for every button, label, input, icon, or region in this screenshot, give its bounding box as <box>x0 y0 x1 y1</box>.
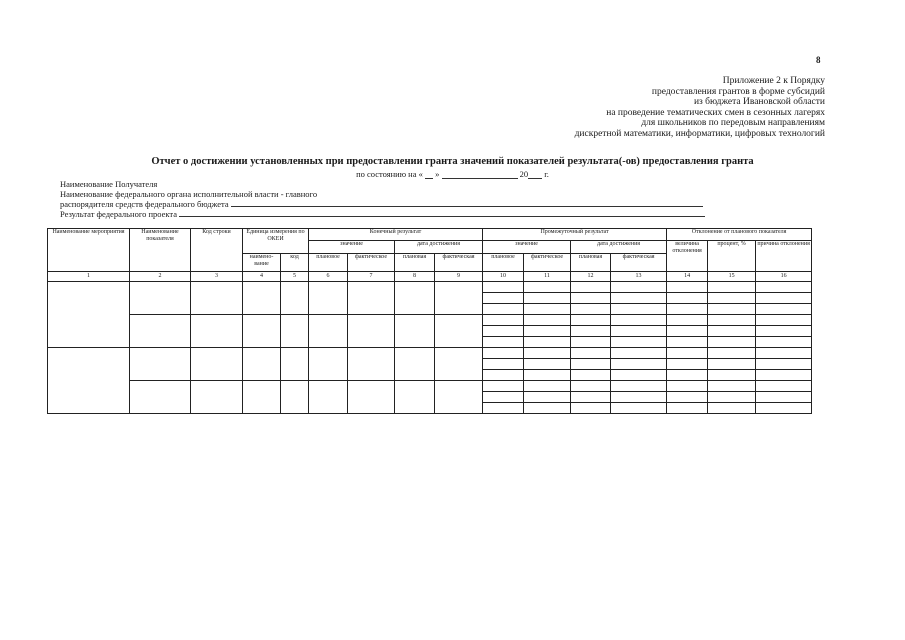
interim-cell <box>571 304 611 315</box>
table-row <box>48 315 812 326</box>
unit-code-cell <box>281 381 309 414</box>
header-interim-actual-date: фактическая <box>611 254 667 272</box>
report-title: Отчет о достижении установленных при предоставлении гранта значений показателей результата(-ов) предоставления гранта <box>151 156 754 167</box>
interim-cell <box>571 381 611 392</box>
deviation-cell <box>756 293 812 304</box>
appendix-line: Приложение 2 к Порядку <box>722 76 825 86</box>
interim-cell <box>483 348 524 359</box>
deviation-cell <box>756 337 812 348</box>
indicator-cell <box>130 348 191 381</box>
column-number: 5 <box>281 272 309 282</box>
interim-cell <box>611 293 667 304</box>
deviation-cell <box>756 326 812 337</box>
month-blank <box>442 170 518 179</box>
interim-cell <box>524 293 571 304</box>
authority-field-line2 <box>60 199 703 209</box>
interim-cell <box>483 282 524 293</box>
deviation-cell <box>667 326 708 337</box>
unit-name-cell <box>243 381 281 414</box>
column-number: 4 <box>243 272 281 282</box>
deviation-cell <box>708 293 756 304</box>
date-mid: » <box>435 169 440 179</box>
recipient-label: Наименование Получателя <box>60 179 158 189</box>
deviation-cell <box>667 337 708 348</box>
column-number: 1 <box>48 272 130 282</box>
table-row <box>48 381 812 392</box>
deviation-cell <box>708 359 756 370</box>
interim-cell <box>611 381 667 392</box>
deviation-cell <box>667 282 708 293</box>
deviation-cell <box>667 315 708 326</box>
deviation-cell <box>756 348 812 359</box>
interim-cell <box>611 315 667 326</box>
column-number: 13 <box>611 272 667 282</box>
deviation-cell <box>667 359 708 370</box>
appendix-line: для школьников по передовым направлениям <box>641 118 825 129</box>
interim-cell <box>611 359 667 370</box>
column-number: 6 <box>309 272 348 282</box>
column-number: 16 <box>756 272 812 282</box>
column-number: 3 <box>191 272 243 282</box>
interim-cell <box>483 293 524 304</box>
header-row-1 <box>48 229 812 241</box>
final-planned-value-cell <box>309 315 348 348</box>
deviation-cell <box>756 403 812 414</box>
year-blank <box>528 170 542 179</box>
deviation-cell <box>667 293 708 304</box>
header-unit: Единица измерения по ОКЕИ <box>243 229 309 254</box>
interim-cell <box>611 370 667 381</box>
project-fill-line <box>179 209 705 217</box>
interim-cell <box>524 282 571 293</box>
column-number: 15 <box>708 272 756 282</box>
deviation-cell <box>708 370 756 381</box>
interim-cell <box>524 392 571 403</box>
code-cell <box>191 348 243 381</box>
table-row <box>48 348 812 359</box>
column-number-row <box>48 272 812 282</box>
interim-cell <box>483 315 524 326</box>
deviation-cell <box>708 304 756 315</box>
interim-cell <box>611 282 667 293</box>
interim-cell <box>524 337 571 348</box>
unit-name-cell <box>243 348 281 381</box>
interim-cell <box>611 348 667 359</box>
column-number: 2 <box>130 272 191 282</box>
project-label: Результат федерального проекта <box>60 209 178 219</box>
deviation-cell <box>756 359 812 370</box>
report-table <box>47 228 812 414</box>
deviation-cell <box>708 348 756 359</box>
deviation-cell <box>667 348 708 359</box>
column-number: 7 <box>348 272 395 282</box>
interim-cell <box>611 392 667 403</box>
interim-cell <box>571 359 611 370</box>
interim-cell <box>611 403 667 414</box>
unit-code-cell <box>281 315 309 348</box>
appendix-line: из бюджета Ивановской области <box>693 97 825 108</box>
interim-cell <box>571 403 611 414</box>
indicator-cell <box>130 282 191 315</box>
page-number: 8 <box>816 55 821 65</box>
final-planned-value-cell <box>309 381 348 414</box>
deviation-cell <box>667 381 708 392</box>
unit-name-cell <box>243 315 281 348</box>
appendix-line: на проведение тематических смен в сезонных лагерях <box>606 107 825 118</box>
interim-cell <box>524 326 571 337</box>
header-interim-actual-value: фактическое <box>524 254 571 272</box>
deviation-cell <box>667 370 708 381</box>
interim-cell <box>571 348 611 359</box>
authority-field <box>60 189 317 199</box>
code-cell <box>191 282 243 315</box>
interim-cell <box>571 282 611 293</box>
interim-cell <box>524 359 571 370</box>
header-final-result: Конечный результат <box>309 229 483 241</box>
interim-cell <box>611 337 667 348</box>
header-final-planned-date: плановая <box>395 254 435 272</box>
deviation-cell <box>667 392 708 403</box>
interim-cell <box>524 381 571 392</box>
header-interim-planned-date: плановая <box>571 254 611 272</box>
header-deviation-amount: величина отклонения <box>667 241 708 272</box>
column-number: 10 <box>483 272 524 282</box>
interim-cell <box>483 370 524 381</box>
header-interim-value: значение <box>483 241 571 254</box>
project-field <box>60 209 705 219</box>
final-planned-value-cell <box>309 348 348 381</box>
interim-cell <box>524 304 571 315</box>
interim-cell <box>571 392 611 403</box>
deviation-cell <box>708 381 756 392</box>
recipient-field <box>60 179 157 189</box>
final-planned-date-cell <box>395 315 435 348</box>
header-deviation: Отклонение от планового показателя <box>667 229 812 241</box>
deviation-cell <box>756 392 812 403</box>
deviation-cell <box>708 282 756 293</box>
code-cell <box>191 315 243 348</box>
header-code: Код строки <box>191 229 243 272</box>
unit-code-cell <box>281 282 309 315</box>
interim-cell <box>611 304 667 315</box>
final-actual-value-cell <box>348 348 395 381</box>
interim-cell <box>571 337 611 348</box>
date-prefix: по состоянию на « <box>356 169 423 179</box>
header-deviation-percent: процент, % <box>708 241 756 272</box>
final-planned-value-cell <box>309 282 348 315</box>
appendix-line: предоставления грантов в форме субсидий <box>651 86 825 97</box>
header-indicator: Наименование показателя <box>130 229 191 272</box>
appendix-note <box>575 76 825 140</box>
event-cell <box>48 282 130 348</box>
column-number: 14 <box>667 272 708 282</box>
final-planned-date-cell <box>395 282 435 315</box>
unit-name-cell <box>243 282 281 315</box>
header-final-date: дата достижения <box>395 241 483 254</box>
deviation-cell <box>667 403 708 414</box>
indicator-cell <box>130 381 191 414</box>
interim-cell <box>524 370 571 381</box>
interim-cell <box>483 403 524 414</box>
header-final-actual-value: фактическое <box>348 254 395 272</box>
interim-cell <box>483 381 524 392</box>
interim-cell <box>483 326 524 337</box>
final-actual-date-cell <box>435 315 483 348</box>
header-interim-date: дата достижения <box>571 241 667 254</box>
interim-cell <box>483 392 524 403</box>
appendix-line: дискретной математики, информатики, цифровых технологий <box>574 128 825 139</box>
column-number: 11 <box>524 272 571 282</box>
date-suffix: г. <box>544 169 549 179</box>
indicator-cell <box>130 315 191 348</box>
header-final-value: значение <box>309 241 395 254</box>
header-unit-name: наимено-вание <box>243 254 281 272</box>
authority-label-line1: Наименование федерального органа исполнительной власти - главного <box>60 189 318 199</box>
deviation-cell <box>756 304 812 315</box>
header-event: Наименование мероприятия <box>48 229 130 272</box>
table-row <box>48 282 812 293</box>
authority-fill-line <box>231 199 703 207</box>
header-interim-planned-value: плановое <box>483 254 524 272</box>
interim-cell <box>611 326 667 337</box>
final-actual-date-cell <box>435 381 483 414</box>
deviation-cell <box>708 337 756 348</box>
final-actual-value-cell <box>348 381 395 414</box>
deviation-cell <box>708 326 756 337</box>
column-number: 9 <box>435 272 483 282</box>
deviation-cell <box>756 370 812 381</box>
deviation-cell <box>667 304 708 315</box>
event-cell <box>48 348 130 414</box>
interim-cell <box>483 359 524 370</box>
report-date-line <box>0 169 905 179</box>
interim-cell <box>571 293 611 304</box>
interim-cell <box>571 326 611 337</box>
deviation-cell <box>756 315 812 326</box>
final-actual-date-cell <box>435 282 483 315</box>
interim-cell <box>524 315 571 326</box>
header-final-actual-date: фактическая <box>435 254 483 272</box>
interim-cell <box>524 403 571 414</box>
unit-code-cell <box>281 348 309 381</box>
deviation-cell <box>708 315 756 326</box>
deviation-cell <box>708 403 756 414</box>
deviation-cell <box>756 282 812 293</box>
header-interim-result: Промежуточный результат <box>483 229 667 241</box>
authority-label-line2: распорядителя средств федерального бюджета <box>60 199 229 209</box>
column-number: 8 <box>395 272 435 282</box>
deviation-cell <box>756 381 812 392</box>
code-cell <box>191 381 243 414</box>
final-actual-value-cell <box>348 315 395 348</box>
final-planned-date-cell <box>395 348 435 381</box>
interim-cell <box>483 337 524 348</box>
interim-cell <box>571 370 611 381</box>
day-blank <box>425 170 433 179</box>
final-actual-date-cell <box>435 348 483 381</box>
header-final-planned-value: плановое <box>309 254 348 272</box>
interim-cell <box>483 304 524 315</box>
date-year: 20 <box>519 169 529 179</box>
header-unit-code: код <box>281 254 309 272</box>
deviation-cell <box>708 392 756 403</box>
final-actual-value-cell <box>348 282 395 315</box>
interim-cell <box>571 315 611 326</box>
column-number: 12 <box>571 272 611 282</box>
header-deviation-reason: причина отклонения <box>756 241 812 272</box>
final-planned-date-cell <box>395 381 435 414</box>
interim-cell <box>524 348 571 359</box>
